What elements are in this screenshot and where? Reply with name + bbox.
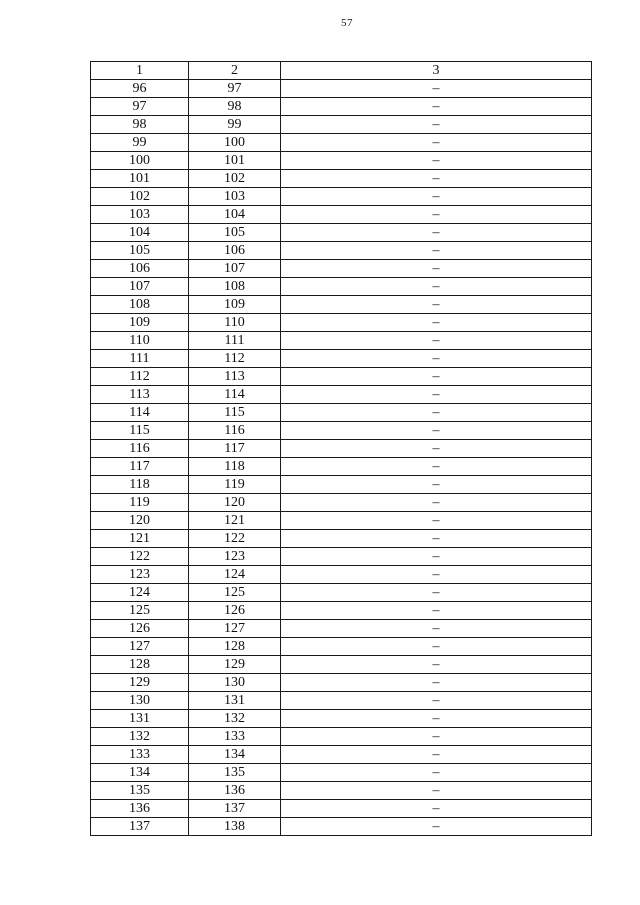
table-cell-col-3: – xyxy=(281,404,592,422)
table-cell-col-1: 128 xyxy=(91,656,189,674)
table-cell-col-2: 105 xyxy=(189,224,281,242)
table-row xyxy=(91,818,592,836)
table-cell-col-3: – xyxy=(281,602,592,620)
table-row xyxy=(91,170,592,188)
table-cell-col-3: – xyxy=(281,512,592,530)
table-cell-col-3: – xyxy=(281,350,592,368)
table-cell-col-1: 123 xyxy=(91,566,189,584)
table-cell-col-3: – xyxy=(281,566,592,584)
table-cell-col-2: 129 xyxy=(189,656,281,674)
table-row xyxy=(91,746,592,764)
table-cell-col-1: 118 xyxy=(91,476,189,494)
table-cell-col-1: 122 xyxy=(91,548,189,566)
table-cell-col-2: 138 xyxy=(189,818,281,836)
table-row xyxy=(91,530,592,548)
table-row xyxy=(91,800,592,818)
table-cell-col-3: – xyxy=(281,476,592,494)
table-header-row xyxy=(91,62,592,80)
table-row xyxy=(91,476,592,494)
table-row xyxy=(91,332,592,350)
table-cell-col-2: 104 xyxy=(189,206,281,224)
table-cell-col-3: – xyxy=(281,116,592,134)
table-cell-col-1: 104 xyxy=(91,224,189,242)
table-cell-col-3: – xyxy=(281,620,592,638)
table-row xyxy=(91,350,592,368)
table-row xyxy=(91,386,592,404)
table-cell-col-2: 123 xyxy=(189,548,281,566)
table-cell-col-1: 120 xyxy=(91,512,189,530)
column-header-2: 2 xyxy=(189,62,281,80)
table-cell-col-2: 109 xyxy=(189,296,281,314)
table-cell-col-2: 110 xyxy=(189,314,281,332)
table-cell-col-3: – xyxy=(281,674,592,692)
table-cell-col-1: 111 xyxy=(91,350,189,368)
table-cell-col-2: 120 xyxy=(189,494,281,512)
table-cell-col-1: 127 xyxy=(91,638,189,656)
table-cell-col-3: – xyxy=(281,494,592,512)
table-cell-col-2: 124 xyxy=(189,566,281,584)
table-row xyxy=(91,728,592,746)
table-cell-col-3: – xyxy=(281,746,592,764)
table-row xyxy=(91,566,592,584)
table-cell-col-2: 100 xyxy=(189,134,281,152)
table-row xyxy=(91,224,592,242)
column-header-1: 1 xyxy=(91,62,189,80)
table-cell-col-3: – xyxy=(281,224,592,242)
table-cell-col-3: – xyxy=(281,638,592,656)
column-header-3: 3 xyxy=(281,62,592,80)
table-row xyxy=(91,422,592,440)
table-cell-col-2: 115 xyxy=(189,404,281,422)
table-cell-col-1: 117 xyxy=(91,458,189,476)
table-row xyxy=(91,710,592,728)
table-cell-col-3: – xyxy=(281,386,592,404)
table-cell-col-2: 130 xyxy=(189,674,281,692)
table-cell-col-2: 113 xyxy=(189,368,281,386)
table-cell-col-1: 129 xyxy=(91,674,189,692)
table-cell-col-2: 122 xyxy=(189,530,281,548)
table-cell-col-3: – xyxy=(281,98,592,116)
table-cell-col-3: – xyxy=(281,134,592,152)
table-row xyxy=(91,458,592,476)
table-row xyxy=(91,782,592,800)
table-cell-col-3: – xyxy=(281,818,592,836)
table-cell-col-3: – xyxy=(281,152,592,170)
table-cell-col-2: 98 xyxy=(189,98,281,116)
table-cell-col-2: 131 xyxy=(189,692,281,710)
table-cell-col-1: 109 xyxy=(91,314,189,332)
table-cell-col-2: 112 xyxy=(189,350,281,368)
table-cell-col-1: 135 xyxy=(91,782,189,800)
table-row xyxy=(91,584,592,602)
table-cell-col-2: 133 xyxy=(189,728,281,746)
table-cell-col-2: 103 xyxy=(189,188,281,206)
table-cell-col-3: – xyxy=(281,188,592,206)
table-cell-col-1: 115 xyxy=(91,422,189,440)
table-row xyxy=(91,404,592,422)
table-cell-col-1: 110 xyxy=(91,332,189,350)
table-row xyxy=(91,440,592,458)
table-cell-col-1: 119 xyxy=(91,494,189,512)
table-cell-col-3: – xyxy=(281,332,592,350)
table-body xyxy=(91,80,592,836)
table-cell-col-3: – xyxy=(281,800,592,818)
table-row xyxy=(91,368,592,386)
table-cell-col-1: 103 xyxy=(91,206,189,224)
page-number: 57 xyxy=(341,17,353,29)
table-cell-col-2: 116 xyxy=(189,422,281,440)
table-cell-col-2: 114 xyxy=(189,386,281,404)
table-cell-col-1: 137 xyxy=(91,818,189,836)
table-cell-col-2: 101 xyxy=(189,152,281,170)
table-row xyxy=(91,242,592,260)
table-cell-col-3: – xyxy=(281,728,592,746)
table-cell-col-2: 111 xyxy=(189,332,281,350)
table-row xyxy=(91,278,592,296)
table-cell-col-3: – xyxy=(281,584,592,602)
table-cell-col-3: – xyxy=(281,530,592,548)
data-table xyxy=(90,61,592,836)
table-cell-col-1: 136 xyxy=(91,800,189,818)
table-cell-col-1: 96 xyxy=(91,80,189,98)
table-cell-col-3: – xyxy=(281,296,592,314)
table-cell-col-3: – xyxy=(281,710,592,728)
table-cell-col-3: – xyxy=(281,782,592,800)
table-row xyxy=(91,656,592,674)
table-row xyxy=(91,764,592,782)
table-cell-col-3: – xyxy=(281,692,592,710)
table-cell-col-1: 97 xyxy=(91,98,189,116)
table-cell-col-3: – xyxy=(281,242,592,260)
table-row xyxy=(91,188,592,206)
table-cell-col-2: 118 xyxy=(189,458,281,476)
table-cell-col-1: 108 xyxy=(91,296,189,314)
table-row xyxy=(91,116,592,134)
table-cell-col-1: 106 xyxy=(91,260,189,278)
table-cell-col-3: – xyxy=(281,206,592,224)
table-cell-col-1: 134 xyxy=(91,764,189,782)
table-cell-col-2: 127 xyxy=(189,620,281,638)
table-cell-col-1: 125 xyxy=(91,602,189,620)
table-row xyxy=(91,548,592,566)
table-cell-col-2: 125 xyxy=(189,584,281,602)
table-cell-col-1: 133 xyxy=(91,746,189,764)
table-row xyxy=(91,692,592,710)
table-cell-col-2: 128 xyxy=(189,638,281,656)
table-row xyxy=(91,260,592,278)
table-cell-col-3: – xyxy=(281,278,592,296)
table-row xyxy=(91,80,592,98)
table-cell-col-1: 132 xyxy=(91,728,189,746)
table-row xyxy=(91,296,592,314)
table-cell-col-1: 114 xyxy=(91,404,189,422)
table-cell-col-2: 107 xyxy=(189,260,281,278)
table-cell-col-1: 99 xyxy=(91,134,189,152)
table-cell-col-1: 126 xyxy=(91,620,189,638)
table-cell-col-1: 101 xyxy=(91,170,189,188)
table-cell-col-3: – xyxy=(281,80,592,98)
table-cell-col-2: 97 xyxy=(189,80,281,98)
table-cell-col-3: – xyxy=(281,764,592,782)
table-cell-col-3: – xyxy=(281,548,592,566)
table-cell-col-1: 100 xyxy=(91,152,189,170)
table-cell-col-1: 107 xyxy=(91,278,189,296)
table-row xyxy=(91,494,592,512)
table-cell-col-2: 102 xyxy=(189,170,281,188)
table-cell-col-2: 126 xyxy=(189,602,281,620)
table-row xyxy=(91,620,592,638)
table-row xyxy=(91,602,592,620)
table-cell-col-1: 98 xyxy=(91,116,189,134)
table-cell-col-1: 116 xyxy=(91,440,189,458)
table-cell-col-3: – xyxy=(281,440,592,458)
table-cell-col-3: – xyxy=(281,260,592,278)
table-cell-col-2: 135 xyxy=(189,764,281,782)
table-cell-col-3: – xyxy=(281,458,592,476)
table-cell-col-1: 105 xyxy=(91,242,189,260)
table-cell-col-2: 132 xyxy=(189,710,281,728)
table-cell-col-2: 137 xyxy=(189,800,281,818)
table-row xyxy=(91,512,592,530)
table-cell-col-3: – xyxy=(281,314,592,332)
table-cell-col-1: 112 xyxy=(91,368,189,386)
table-row xyxy=(91,206,592,224)
table-cell-col-2: 99 xyxy=(189,116,281,134)
table-cell-col-1: 102 xyxy=(91,188,189,206)
table-cell-col-2: 106 xyxy=(189,242,281,260)
table-cell-col-2: 119 xyxy=(189,476,281,494)
table-row xyxy=(91,134,592,152)
table-cell-col-3: – xyxy=(281,422,592,440)
table-row xyxy=(91,638,592,656)
table-cell-col-2: 134 xyxy=(189,746,281,764)
table-cell-col-1: 113 xyxy=(91,386,189,404)
table-cell-col-3: – xyxy=(281,656,592,674)
table-cell-col-1: 131 xyxy=(91,710,189,728)
table-row xyxy=(91,152,592,170)
table-row xyxy=(91,314,592,332)
table-cell-col-2: 121 xyxy=(189,512,281,530)
table-cell-col-3: – xyxy=(281,170,592,188)
table-cell-col-1: 121 xyxy=(91,530,189,548)
table-row xyxy=(91,674,592,692)
table-cell-col-3: – xyxy=(281,368,592,386)
table-cell-col-1: 124 xyxy=(91,584,189,602)
table-cell-col-2: 136 xyxy=(189,782,281,800)
table-cell-col-2: 108 xyxy=(189,278,281,296)
table-row xyxy=(91,98,592,116)
table-cell-col-2: 117 xyxy=(189,440,281,458)
table-cell-col-1: 130 xyxy=(91,692,189,710)
